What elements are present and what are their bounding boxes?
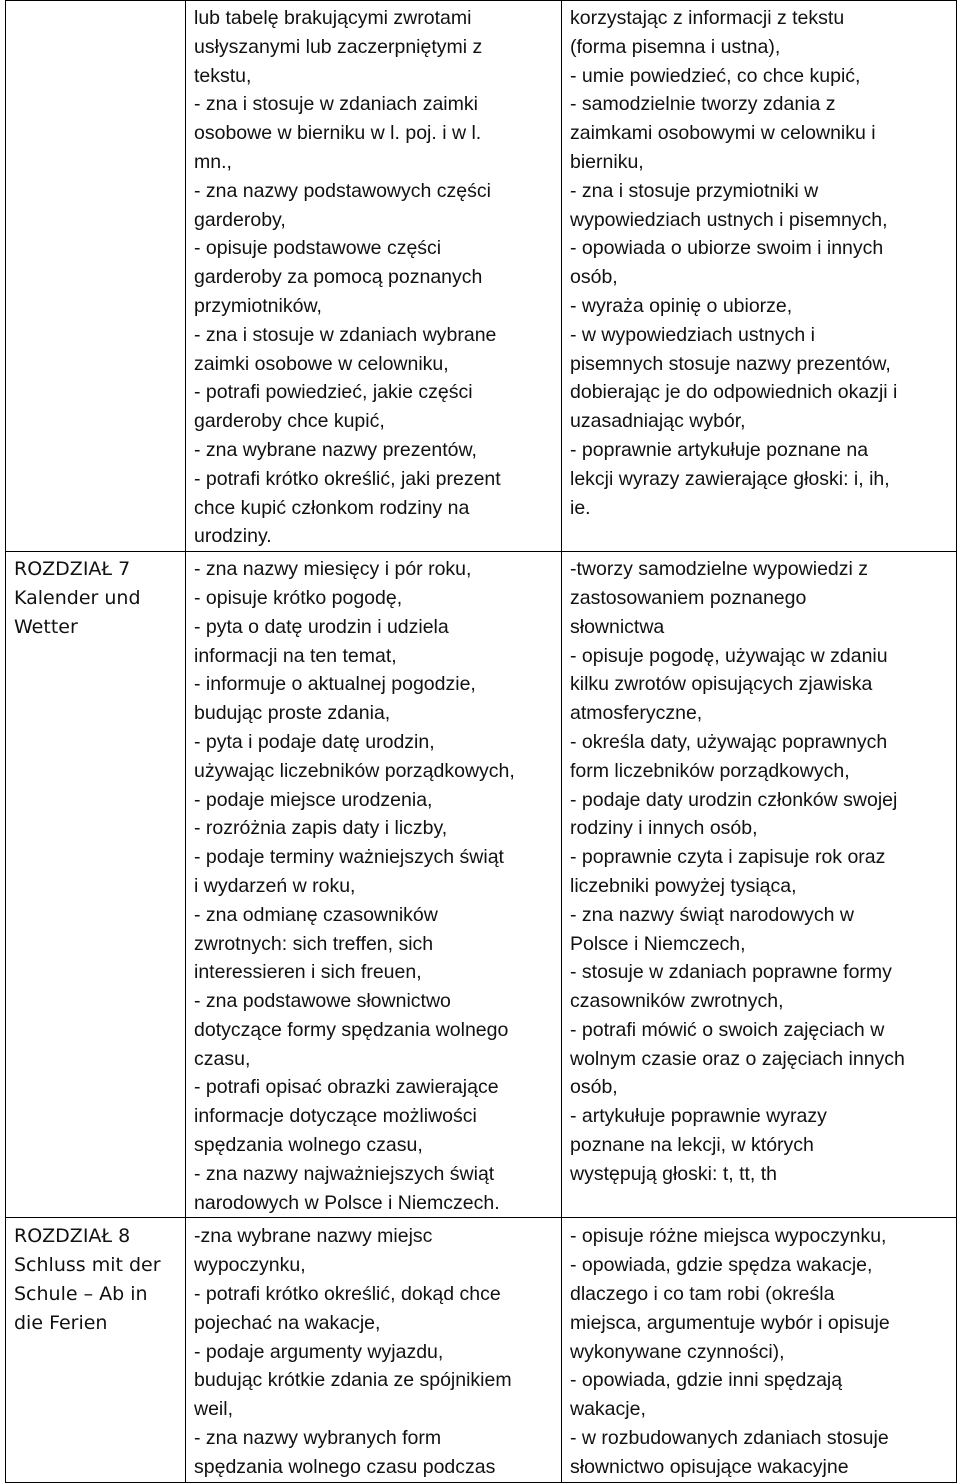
requirement-line: przymiotników, <box>194 294 322 317</box>
requirement-line: - w rozbudowanych zdaniach stosuje <box>570 1427 889 1450</box>
requirement-line: - zna nazwy miesięcy i pór roku, <box>194 558 472 581</box>
requirement-line: kilku zwrotów opisujących zjawiska <box>570 673 873 696</box>
requirement-line: - poprawnie czyta i zapisuje rok oraz <box>570 846 886 869</box>
requirement-line: garderoby, <box>194 208 286 231</box>
requirement-line: garderoby za pomocą poznanych <box>194 266 483 289</box>
requirement-line: osobowe w bierniku w l. poj. i w l. <box>194 122 482 145</box>
requirement-line: - zna i stosuje w zdaniach zaimki <box>194 93 478 116</box>
requirement-line: słownictwo opisujące wakacyjne <box>570 1455 849 1478</box>
requirement-line: uzasadniając wybór, <box>570 410 746 433</box>
basic-requirements-cell <box>186 1218 562 1482</box>
requirement-line: zastosowaniem poznanego <box>570 586 807 609</box>
requirement-line: pisemnych stosuje nazwy prezentów, <box>570 352 891 375</box>
requirement-line: używając liczebników porządkowych, <box>194 759 515 782</box>
requirement-line: - wyraża opinię o ubiorze, <box>570 294 793 317</box>
requirement-line: wykonywane czynności), <box>570 1340 785 1363</box>
requirement-line: - podaje argumenty wyjazdu, <box>194 1340 444 1363</box>
requirement-line: lekcji wyrazy zawierające głoski: i, ih, <box>570 467 890 490</box>
requirement-line: - zna wybrane nazwy prezentów, <box>194 438 477 461</box>
chapter-title-line: Schluss mit der <box>14 1254 161 1277</box>
requirement-line: zaimkami osobowymi w celowniku i <box>570 122 876 145</box>
requirement-line: - informuje o aktualnej pogodzie, <box>194 673 476 696</box>
requirement-line: weil, <box>194 1398 234 1421</box>
requirement-line: - potrafi powiedzieć, jakie części <box>194 381 473 404</box>
requirement-line: korzystając z informacji z tekstu <box>570 7 845 29</box>
chapter-cell <box>6 1 186 552</box>
chapter-title-line: Kalender und <box>14 587 141 610</box>
requirement-line: liczebniki powyżej tysiąca, <box>570 874 797 897</box>
chapter-title-line: ROZDZIAŁ 8 <box>14 1225 131 1248</box>
requirement-line: miejsca, argumentuje wybór i opisuje <box>570 1311 890 1334</box>
chapter-cell <box>6 552 186 1218</box>
requirement-line: - potrafi mówić o swoich zajęciach w <box>570 1018 885 1041</box>
requirement-line: - samodzielnie tworzy zdania z <box>570 93 836 116</box>
requirement-line: - poprawnie artykułuje poznane na <box>570 438 869 461</box>
requirement-line: wolnym czasie oraz o zajęciach innych <box>570 1047 905 1070</box>
requirement-line: występują głoski: t, tt, th <box>570 1162 778 1185</box>
requirement-line: - opisuje krótko pogodę, <box>194 586 403 609</box>
requirement-line: - artykułuje poprawnie wyrazy <box>570 1105 827 1128</box>
requirement-line: - podaje daty urodzin członków swojej <box>570 788 898 811</box>
requirement-line: - potrafi krótko określić, dokąd chce <box>194 1283 501 1306</box>
requirement-line: - opowiada o ubiorze swoim i innych <box>570 237 884 260</box>
requirement-line: dlaczego i co tam robi (określa <box>570 1283 835 1306</box>
requirement-line: Polsce i Niemczech, <box>570 932 746 955</box>
requirement-line: - opisuje pogodę, używając w zdaniu <box>570 644 888 667</box>
requirement-line: osób, <box>570 266 618 289</box>
requirement-line: - opisuje różne miejsca wypoczynku, <box>570 1225 887 1248</box>
requirement-line: wypowiedziach ustnych i pisemnych, <box>570 208 888 231</box>
requirement-line: - zna nazwy wybranych form <box>194 1427 442 1450</box>
requirement-line: - opisuje podstawowe części <box>194 237 442 260</box>
chapter-title-line: Schule – Ab in <box>14 1283 148 1306</box>
requirement-line: chce kupić członkom rodziny na <box>194 496 470 519</box>
requirement-line: - opowiada, gdzie inni spędzają <box>570 1369 843 1392</box>
requirement-line: dobierając je do odpowiednich okazji i <box>570 381 898 404</box>
requirement-line: spędzania wolnego czasu, <box>194 1134 423 1157</box>
requirement-line: - zna podstawowe słownictwo <box>194 990 451 1013</box>
chapter-cell <box>6 1218 186 1482</box>
requirement-line: - w wypowiedziach ustnych i <box>570 323 815 346</box>
requirement-line: czasowników zwrotnych, <box>570 990 784 1013</box>
requirement-line: usłyszanymi lub zaczerpniętymi z <box>194 35 483 58</box>
requirement-line: spędzania wolnego czasu podczas <box>194 1455 496 1478</box>
requirement-line: mn., <box>194 150 232 173</box>
extended-requirements-cell <box>562 552 957 1218</box>
requirement-line: - zna odmianę czasowników <box>194 903 438 926</box>
extended-requirements-cell <box>562 1218 957 1482</box>
requirement-line: narodowych w Polsce i Niemczech. <box>194 1191 500 1214</box>
requirement-line: osób, <box>570 1076 618 1099</box>
requirement-line: bierniku, <box>570 150 644 173</box>
chapter-title-line: ROZDZIAŁ 7 <box>14 558 131 581</box>
requirement-line: - pyta o datę urodzin i udziela <box>194 615 449 638</box>
requirement-line: atmosferyczne, <box>570 702 703 725</box>
requirement-line: czasu, <box>194 1047 251 1070</box>
requirement-line: form liczebników porządkowych, <box>570 759 850 782</box>
requirement-line: lub tabelę brakującymi zwrotami <box>194 7 472 29</box>
table-row <box>6 552 957 1218</box>
requirement-line: budując proste zdania, <box>194 702 391 725</box>
requirement-line: ie. <box>570 496 591 519</box>
requirement-line: garderoby chce kupić, <box>194 410 385 433</box>
requirement-line: (forma pisemna i ustna), <box>570 35 781 58</box>
requirement-line: - określa daty, używając poprawnych <box>570 730 888 753</box>
requirement-line: -zna wybrane nazwy miejsc <box>194 1225 433 1248</box>
requirement-line: informacje dotyczące możliwości <box>194 1105 477 1128</box>
requirement-line: - zna nazwy podstawowych części <box>194 179 491 202</box>
requirement-line: - potrafi opisać obrazki zawierające <box>194 1076 499 1099</box>
requirement-line: - opowiada, gdzie spędza wakacje, <box>570 1254 873 1277</box>
extended-requirements-cell <box>562 1 957 552</box>
requirement-line: informacji na ten temat, <box>194 644 397 667</box>
requirement-line: -tworzy samodzielne wypowiedzi z <box>570 558 869 581</box>
requirement-line: - zna i stosuje w zdaniach wybrane <box>194 323 497 346</box>
table-row <box>6 1218 957 1482</box>
chapter-title-line: die Ferien <box>14 1312 108 1335</box>
curriculum-table <box>5 0 957 1483</box>
requirement-line: budując krótkie zdania ze spójnikiem <box>194 1369 512 1392</box>
requirement-line: - stosuje w zdaniach poprawne formy <box>570 961 892 984</box>
chapter-title-line: Wetter <box>14 616 78 639</box>
requirement-line: interessieren i sich freuen, <box>194 961 422 984</box>
requirement-line: pojechać na wakacje, <box>194 1311 381 1334</box>
requirement-line: - podaje terminy ważniejszych świąt <box>194 846 504 869</box>
requirement-line: - zna nazwy najważniejszych świąt <box>194 1162 495 1185</box>
requirement-line: wypoczynku, <box>194 1254 306 1277</box>
requirement-line: - umie powiedzieć, co chce kupić, <box>570 64 861 87</box>
requirement-line: zaimki osobowe w celowniku, <box>194 352 449 375</box>
requirement-line: - rozróżnia zapis daty i liczby, <box>194 817 448 840</box>
requirement-line: - zna i stosuje przymiotniki w <box>570 179 819 202</box>
requirement-line: wakacje, <box>570 1398 646 1421</box>
requirement-line: urodziny. <box>194 525 272 548</box>
requirement-line: zwrotnych: sich treffen, sich <box>194 932 434 955</box>
requirement-line: poznane na lekcji, w których <box>570 1134 814 1157</box>
requirement-line: tekstu, <box>194 64 252 87</box>
requirement-line: i wydarzeń w roku, <box>194 874 356 897</box>
table-row <box>6 1 957 552</box>
requirement-line: - potrafi krótko określić, jaki prezent <box>194 467 501 490</box>
basic-requirements-cell <box>186 1 562 552</box>
requirement-line: - pyta i podaje datę urodzin, <box>194 730 435 753</box>
basic-requirements-cell <box>186 552 562 1218</box>
requirement-line: - zna nazwy świąt narodowych w <box>570 903 854 926</box>
requirement-line: - podaje miejsce urodzenia, <box>194 788 433 811</box>
requirement-line: słownictwa <box>570 615 665 638</box>
requirement-line: rodziny i innych osób, <box>570 817 758 840</box>
requirement-line: dotyczące formy spędzania wolnego <box>194 1018 509 1041</box>
